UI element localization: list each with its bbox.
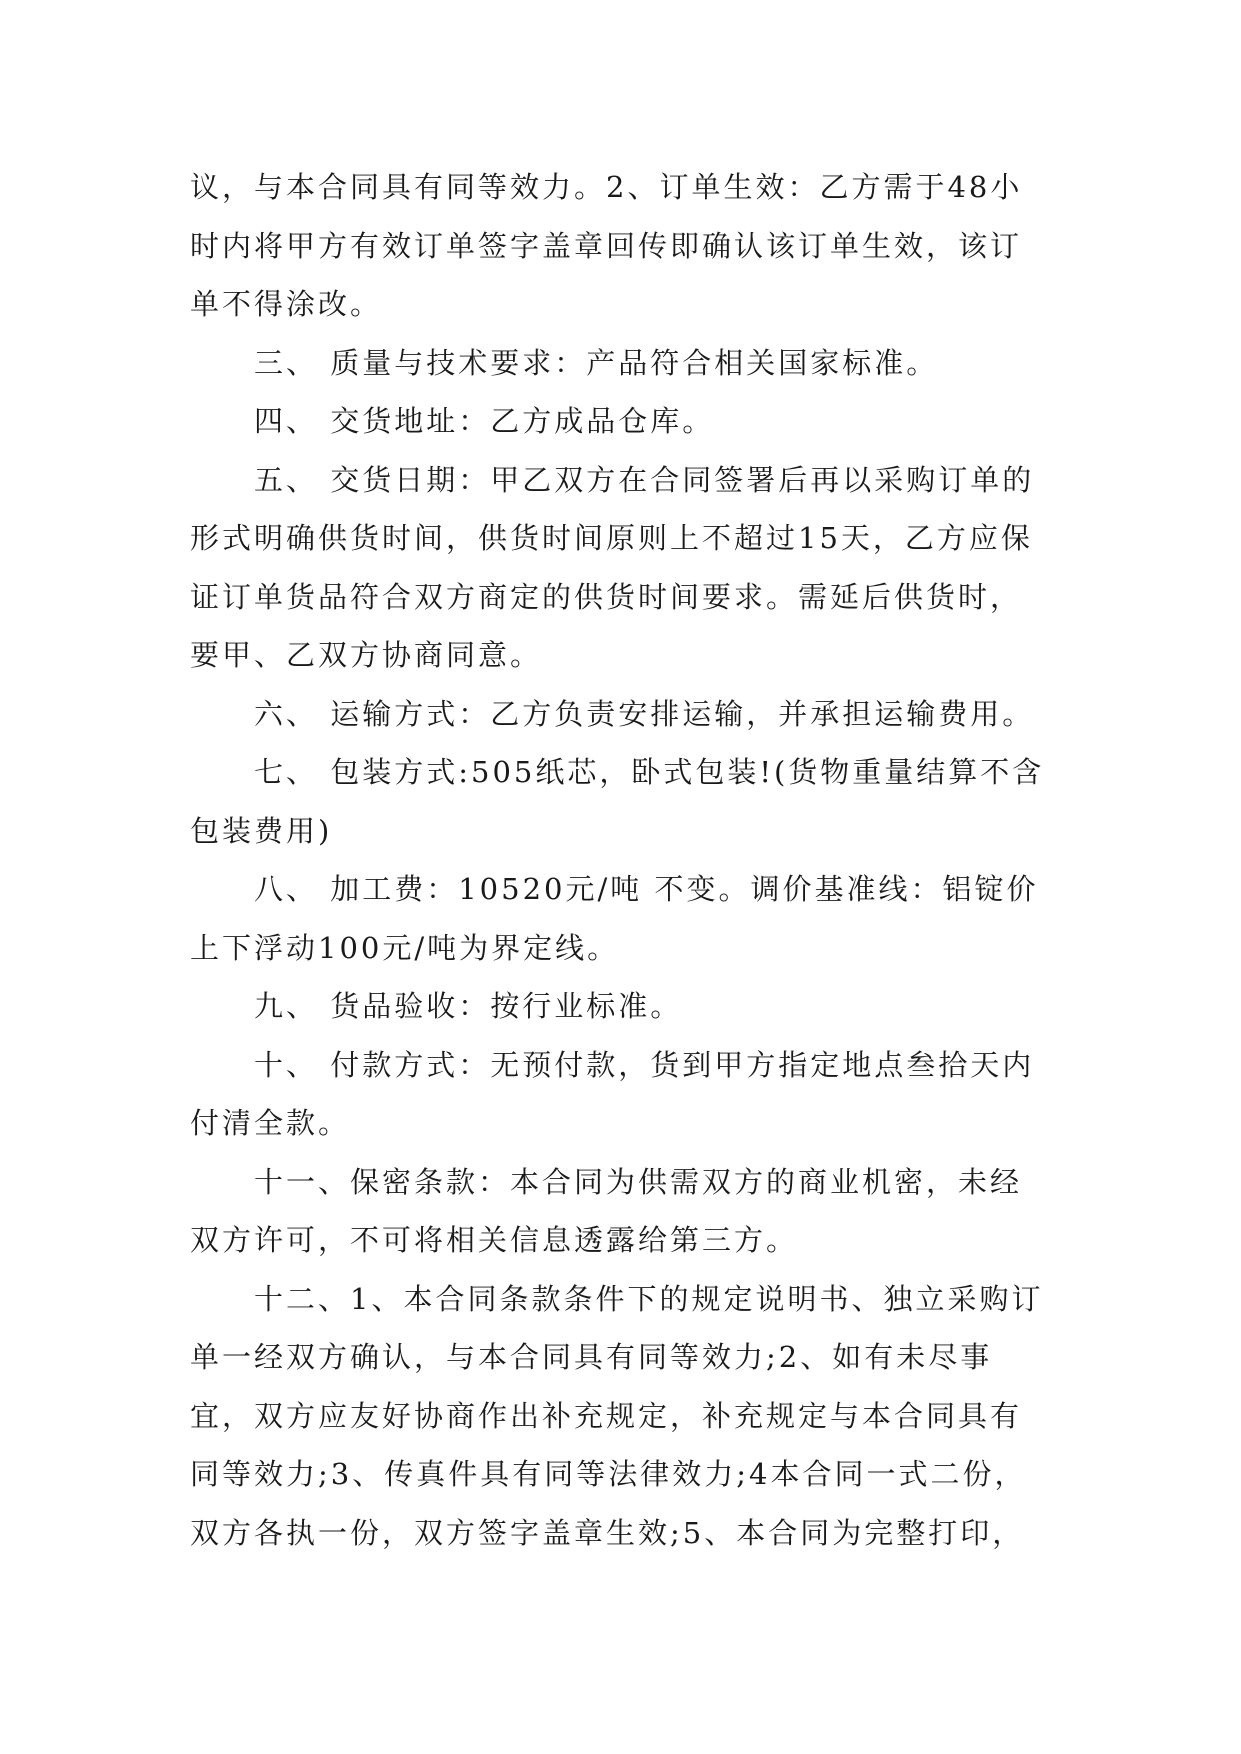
paragraph-clause-12: 十二、1、本合同条款条件下的规定说明书、独立采购订单一经双方确认，与本合同具有同等效力;2、如有未尽事宜，双方应友好协商作出补充规定，补充规定与本合同具有同等效力;3、传真件具有同等法律效力;4本合同一式二份，双方各执一份，双方签字盖章生效;5、本合同为完整打印， (190, 1281, 1044, 1550)
paragraph-clause-11: 十一、保密条款：本合同为供需双方的商业机密，未经双方许可，不可将相关信息透露给第三方。 (190, 1164, 1023, 1257)
paragraph-clause-9: 九、 货品验收：按行业标准。 (254, 989, 683, 1023)
document-body (190, 158, 1052, 1562)
paragraph-clause-4: 四、 交货地址：乙方成品仓库。 (254, 404, 715, 438)
paragraph-clause-10: 十、 付款方式：无预付款，货到甲方指定地点叁拾天内付清全款。 (190, 1047, 1035, 1140)
paragraph-continuation: 议，与本合同具有同等效力。2、订单生效：乙方需于48小时内将甲方有效订单签字盖章回传即确认该订单生效，该订单不得涂改。 (190, 170, 1023, 321)
paragraph-clause-3: 三、 质量与技术要求：产品符合相关国家标准。 (254, 345, 939, 380)
paragraph-clause-5: 五、 交货日期：甲乙双方在合同签署后再以采购订单的形式明确供货时间，供货时间原则上不超过15天，乙方应保证订单货品符合双方商定的供货时间要求。需延后供货时，要甲、乙双方协商同意。 (190, 462, 1035, 672)
paragraph-clause-7: 七、 包装方式:505纸芯，卧式包装!(货物重量结算不含包装费用) (190, 755, 1045, 848)
paragraph-clause-6: 六、 运输方式：乙方负责安排运输，并承担运输费用。 (254, 696, 1035, 731)
paragraph-clause-8: 八、 加工费：10520元/吨 不变。调价基准线：铝锭价上下浮动100元/吨为界定线。 (190, 872, 1039, 965)
